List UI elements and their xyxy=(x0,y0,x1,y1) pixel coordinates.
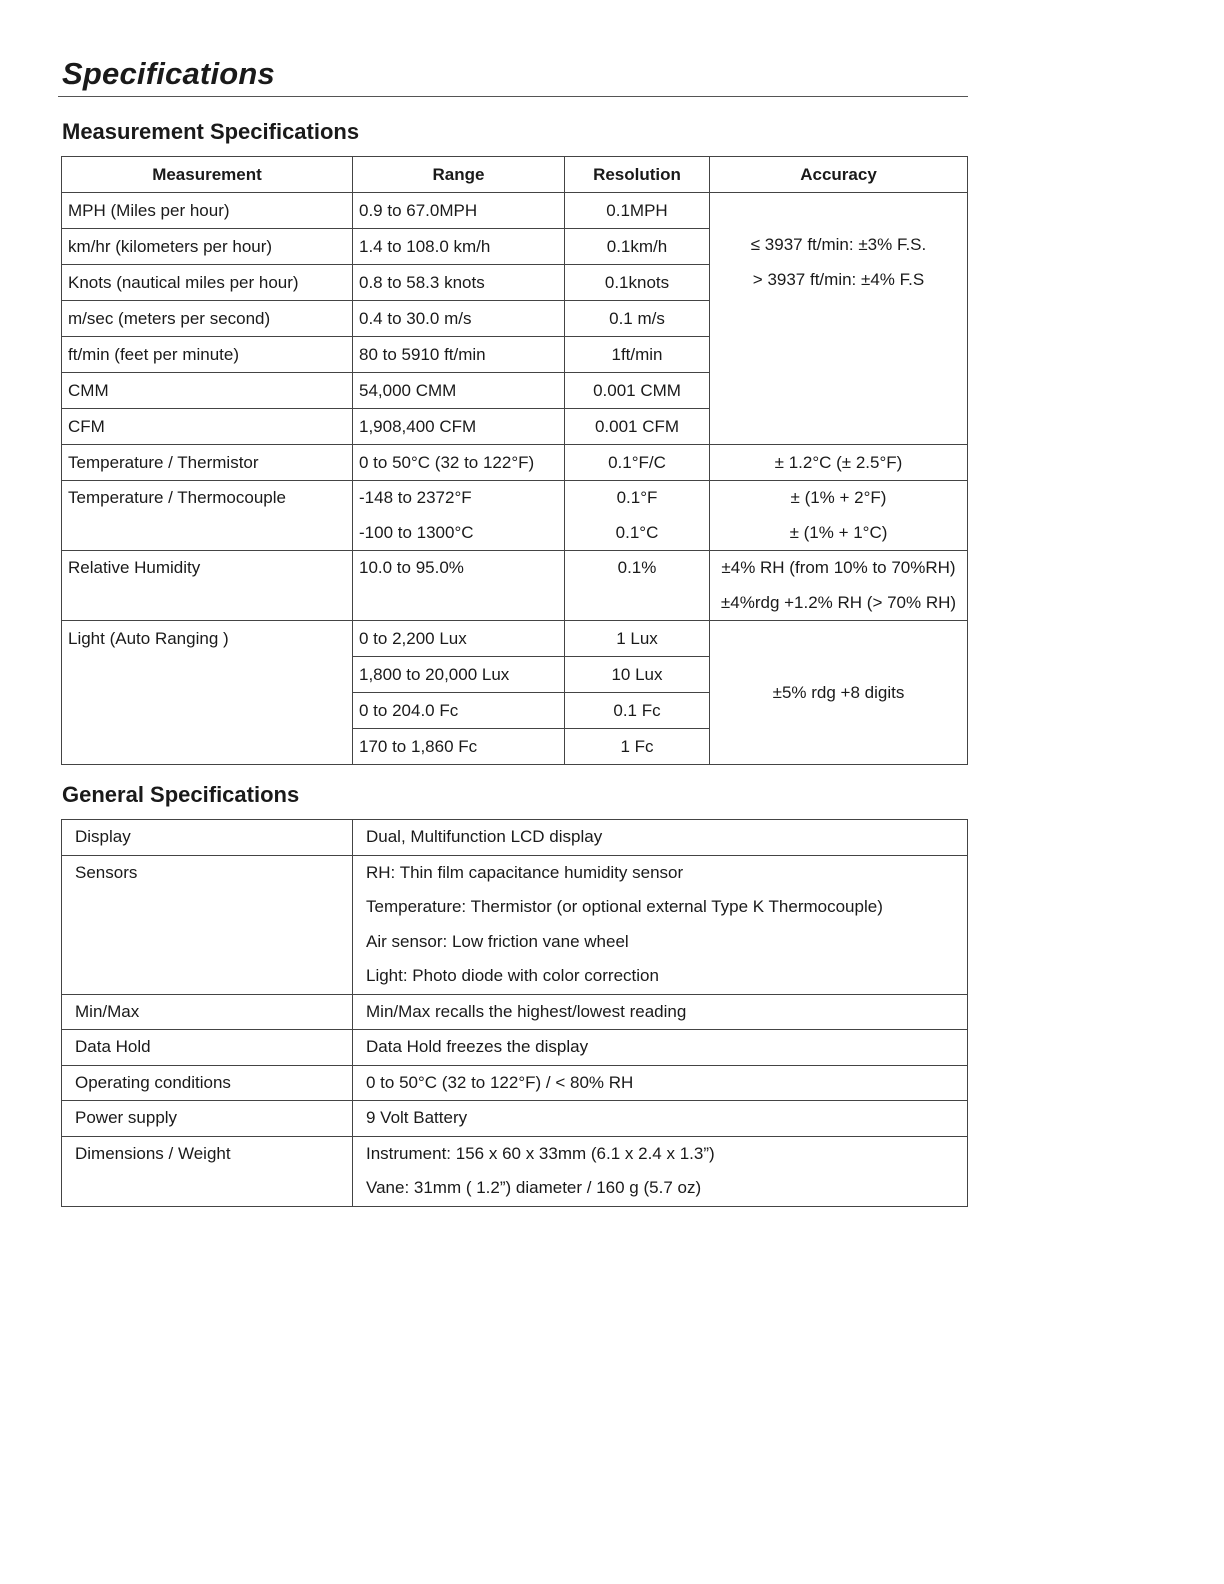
range-cell: 1.4 to 108.0 km/h xyxy=(353,229,565,265)
resolution-cell: 0.1 m/s xyxy=(565,301,710,337)
accuracy-line: > 3937 ft/min: ±4% F.S xyxy=(752,269,925,289)
header-range: Range xyxy=(353,157,565,193)
resolution-cell: 0.1 Fc xyxy=(565,693,710,729)
table-row xyxy=(62,820,968,856)
resolution-line: 0.1°C xyxy=(615,522,659,542)
general-specs-table xyxy=(61,819,968,1207)
resolution-line: 0.1% xyxy=(617,558,657,577)
table-row-thermistor xyxy=(62,445,968,481)
accuracy-line: ±4%rdg +1.2% RH (> 70% RH) xyxy=(720,592,957,612)
resolution-cell: 0.001 CFM xyxy=(565,409,710,445)
spec-value xyxy=(353,820,968,856)
range-cell: 0.8 to 58.3 knots xyxy=(353,265,565,301)
table-row xyxy=(62,1065,968,1101)
spec-line: Temperature: Thermistor (or optional external Type K Thermocouple) xyxy=(366,897,883,916)
header-measurement: Measurement xyxy=(62,157,353,193)
spec-line: Air sensor: Low friction vane wheel xyxy=(366,931,629,951)
accuracy-cell xyxy=(710,481,968,551)
accuracy-line: ±4% RH (from 10% to 70%RH) xyxy=(721,558,956,577)
spec-line: 9 Volt Battery xyxy=(366,1108,468,1127)
spec-value xyxy=(353,1065,968,1101)
resolution-cell xyxy=(565,551,710,621)
resolution-cell: 10 Lux xyxy=(565,657,710,693)
table-row xyxy=(62,193,968,229)
measurement-cell: m/sec (meters per second) xyxy=(62,301,353,337)
measurement-specs-heading: Measurement Specifications xyxy=(62,119,360,144)
resolution-cell: 0.1°F/C xyxy=(565,445,710,481)
title-divider xyxy=(58,96,968,97)
accuracy-cell: ±5% rdg +8 digits xyxy=(710,621,968,765)
spec-line: 0 to 50°C (32 to 122°F) / < 80% RH xyxy=(366,1072,634,1092)
accuracy-line: ± (1% + 2°F) xyxy=(790,488,887,507)
measurement-cell xyxy=(62,551,353,621)
page-title: Specifications xyxy=(62,56,275,91)
measurement-cell: Knots (nautical miles per hour) xyxy=(62,265,353,301)
range-cell: 170 to 1,860 Fc xyxy=(353,729,565,765)
resolution-cell: 0.001 CMM xyxy=(565,373,710,409)
spec-label: Data Hold xyxy=(62,1030,353,1066)
measurement-specs-table xyxy=(61,156,968,765)
spec-label: Sensors xyxy=(62,855,353,994)
spec-label: Dimensions / Weight xyxy=(62,1136,353,1206)
range-cell: 1,908,400 CFM xyxy=(353,409,565,445)
spec-line: Data Hold freezes the display xyxy=(366,1037,589,1056)
range-cell: 0 to 2,200 Lux xyxy=(353,621,565,657)
table-row xyxy=(62,1101,968,1137)
accuracy-line: ≤ 3937 ft/min: ±3% F.S. xyxy=(750,235,927,254)
range-cell xyxy=(353,551,565,621)
spec-line: Min/Max recalls the highest/lowest reading xyxy=(366,1001,687,1021)
range-line: -100 to 1300°C xyxy=(359,522,474,542)
range-cell: 1,800 to 20,000 Lux xyxy=(353,657,565,693)
general-specs-heading: General Specifications xyxy=(62,782,300,807)
range-line: 10.0 to 95.0% xyxy=(359,558,464,577)
measurement-cell xyxy=(62,481,353,551)
measurement-cell: km/hr (kilometers per hour) xyxy=(62,229,353,265)
accuracy-cell: ± 1.2°C (± 2.5°F) xyxy=(710,445,968,481)
range-cell: 54,000 CMM xyxy=(353,373,565,409)
spec-label: Display xyxy=(62,820,353,856)
table-row xyxy=(62,994,968,1030)
spec-value xyxy=(353,1030,968,1066)
resolution-line: 0.1°F xyxy=(616,488,658,507)
spec-line: Vane: 31mm ( 1.2”) diameter / 160 g (5.7 oz) xyxy=(366,1178,702,1197)
range-cell xyxy=(353,481,565,551)
measurement-cell: Light (Auto Ranging ) xyxy=(62,621,353,765)
spec-line: RH: Thin film capacitance humidity sensor xyxy=(366,862,684,882)
range-line: -148 to 2372°F xyxy=(359,488,472,507)
spec-line: Light: Photo diode with color correction xyxy=(366,966,659,985)
table-row xyxy=(62,855,968,994)
measurement-cell: Temperature / Thermistor xyxy=(62,445,353,481)
spec-line: Dual, Multifunction LCD display xyxy=(366,827,603,846)
range-cell: 0 to 204.0 Fc xyxy=(353,693,565,729)
measurement-cell: CFM xyxy=(62,409,353,445)
spec-value xyxy=(353,1101,968,1137)
resolution-cell: 0.1knots xyxy=(565,265,710,301)
resolution-cell: 0.1km/h xyxy=(565,229,710,265)
range-cell: 0 to 50°C (32 to 122°F) xyxy=(353,445,565,481)
spec-value xyxy=(353,994,968,1030)
range-cell: 0.4 to 30.0 m/s xyxy=(353,301,565,337)
resolution-cell: 1 Lux xyxy=(565,621,710,657)
accuracy-cell xyxy=(710,551,968,621)
resolution-cell xyxy=(565,481,710,551)
table-row-light xyxy=(62,621,968,657)
range-cell: 80 to 5910 ft/min xyxy=(353,337,565,373)
header-resolution: Resolution xyxy=(565,157,710,193)
accuracy-line: ± (1% + 1°C) xyxy=(789,522,888,542)
airflow-accuracy-cell xyxy=(710,193,968,445)
spec-value xyxy=(353,855,968,994)
spec-label: Operating conditions xyxy=(62,1065,353,1101)
table-row xyxy=(62,1136,968,1206)
header-accuracy: Accuracy xyxy=(710,157,968,193)
range-cell: 0.9 to 67.0MPH xyxy=(353,193,565,229)
table-row xyxy=(62,1030,968,1066)
resolution-cell: 1ft/min xyxy=(565,337,710,373)
table-row-thermocouple xyxy=(62,481,968,551)
measurement-cell: CMM xyxy=(62,373,353,409)
measurement-label: Temperature / Thermocouple xyxy=(68,488,286,507)
resolution-cell: 1 Fc xyxy=(565,729,710,765)
measurement-cell: ft/min (feet per minute) xyxy=(62,337,353,373)
spec-line: Instrument: 156 x 60 x 33mm (6.1 x 2.4 x 1.3”) xyxy=(366,1143,715,1163)
table-row-humidity xyxy=(62,551,968,621)
spec-label: Min/Max xyxy=(62,994,353,1030)
measurement-label: Relative Humidity xyxy=(68,558,201,577)
spec-label: Power supply xyxy=(62,1101,353,1137)
resolution-cell: 0.1MPH xyxy=(565,193,710,229)
spec-value xyxy=(353,1136,968,1206)
measurement-cell: MPH (Miles per hour) xyxy=(62,193,353,229)
table-header-row xyxy=(62,157,968,193)
